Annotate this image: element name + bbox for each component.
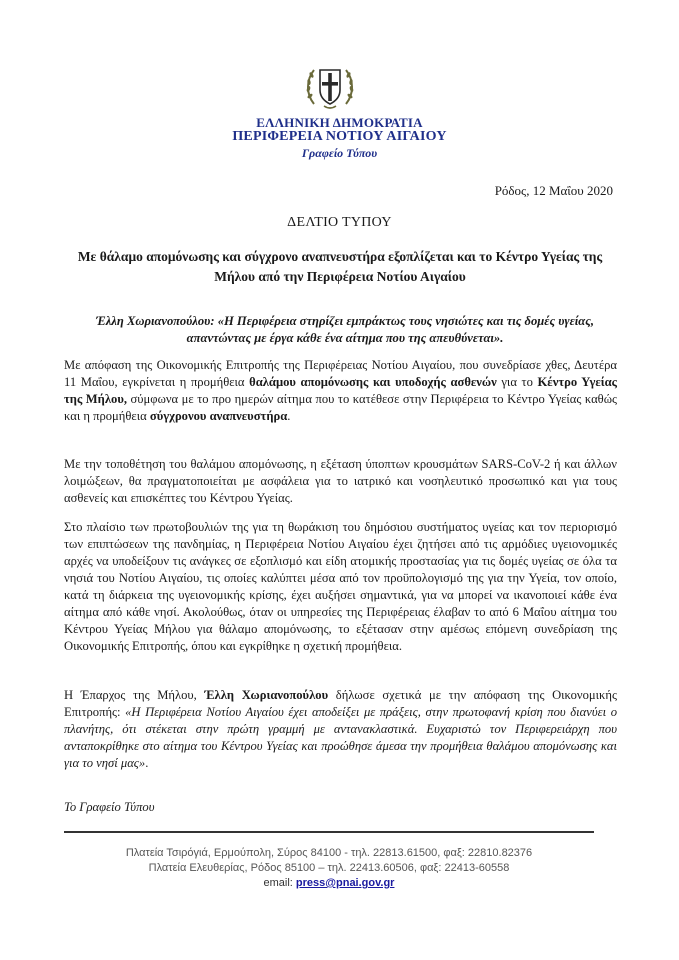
paragraph-1 (64, 357, 617, 425)
coat-of-arms-icon (304, 60, 356, 114)
footer-address-rhodes: Πλατεία Ελευθερίας, Ρόδος 85100 – τηλ. 22413.60506, φαξ: 22413-60558 (148, 862, 510, 874)
footer-address-syros: Πλατεία Τσιρόγιά, Ερμούπολη, Σύρος 84100 - τηλ. 22813.61500, φαξ: 22810.82376 (125, 847, 533, 859)
press-office-heading: Γραφείο Τύπου (301, 146, 378, 160)
p1-text-g: . (287, 409, 291, 423)
p1-text-e: σύμφωνα με το προ ημερών αίτημα που το κατέθεσε στην Περιφέρεια το Κέντρο Υγείας καθώς και η προμήθεια (64, 392, 617, 423)
footer (64, 846, 594, 891)
document-title: ΔΕΛΤΙΟ ΤΥΠΟΥ (287, 215, 392, 230)
paragraph-2: Με την τοποθέτηση του θαλάμου απομόνωσης, η εξέταση ύποπτων κρουσμάτων SARS-CoV-2 ή και άλλων λοιμώξεων, θα πραγματοποιείται με ασφάλεια για το ιατρικό και νοσηλευτικό προσωπικό και για τους ασθενείς και επισκέπτες του Κέντρου Υγείας. (64, 457, 617, 505)
p1-bold-chamber: θαλάμου απομόνωσης και υποδοχής ασθενών (249, 375, 497, 389)
p4-bold-name: Έλλη Χωριανοπούλου (204, 688, 329, 702)
footer-email (64, 876, 594, 891)
quote-speaker: Έλλη Χωριανοπούλου: (95, 314, 215, 328)
email-label: email: (263, 877, 296, 889)
p4-text-e: . (145, 756, 149, 770)
republic-heading: ΕΛΛΗΝΙΚΗ ΔΗΜΟΚΡΑΤΙΑ (256, 115, 423, 130)
headline: Με θάλαμο απομόνωσης και σύγχρονο αναπνευστήρα εξοπλίζεται και το Κέντρο Υγείας της Μήλου από την Περιφέρεια Νοτίου Αιγαίου (77, 249, 603, 284)
p4-text-c: δήλωσε σχετικά με την απόφαση της Οικονομικής Επιτροπής: (64, 688, 617, 719)
p1-bold-ventilator: σύγχρονου αναπνευστήρα (149, 409, 288, 423)
release-date: Ρόδος, 12 Μαΐου 2020 (494, 183, 613, 198)
p4-text-a: Η Έπαρχος της Μήλου, (64, 688, 205, 702)
paragraph-4 (64, 687, 617, 772)
paragraph-3: Στο πλαίσιο των πρωτοβουλιών της για τη θωράκιση του δημόσιου συστήματος υγείας και τον περιορισμό των επιπτώσεων της πανδημίας, η Περιφέρεια Νοτίου Αιγαίου έχει ζητήσει από τις αρμόδιες υγειονομικές αρχές να υποδείξουν τις ανάγκες σε εξοπλισμό και είδη ατομικής προστασίας για τις δομές υγείας σε όλα τα νησιά του Νοτίου Αιγαίου, τις οποίες καλύπτει μέσα από τον προϋπολογισμό της για την Υγεία, τον οποίο, κατά τη διάρκεια της υγειονομικής κρίσης, έχει αυξήσει σημαντικά, για να μπορεί να ικανοποιεί κάθε ένα αίτημα από κάθε νησί. Ακολούθως, όταν οι υπηρεσίες της Περιφέρειας έλαβαν το από 6 Μαΐου αίτημα του Κέντρου Υγείας Μήλου για θάλαμο απομόνωσης, το εξέτασαν στην αμέσως επόμενη συνεδρίαση της Οικονομικής Επιτροπής, όπου και εγκρίθηκε η σχετική προμήθεια. (64, 520, 617, 653)
signature: Το Γραφείο Τύπου (64, 800, 155, 814)
p1-text-a: Με απόφαση της Οικονομικής Επιτροπής της Περιφέρειας Νοτίου Αιγαίου, που συνεδρίασε χθες, Δευτέρα 11 Μαΐου, εγκρίνεται η προμήθεια (64, 358, 617, 389)
quote-text: «Η Περιφέρεια στηρίζει εμπράκτως τους νησιώτες και τις δομές υγείας, απαντώντας με έργα κάθε ένα αίτημα που της απευθύνεται». (186, 314, 595, 345)
footer-divider (64, 831, 594, 833)
pull-quote (72, 313, 618, 347)
region-heading: ΠΕΡΙΦΕΡΕΙΑ ΝΟΤΙΟΥ ΑΙΓΑΙΟΥ (232, 129, 447, 144)
p4-quote: «Η Περιφέρεια Νοτίου Αιγαίου έχει αποδείξει με πράξεις, στην πρωτοφανή κρίση που διανύει ο πλανήτης, ότι στέκεται στην πρώτη γραμμή με αντανακλαστικά. Ευχαριστώ τον Περιφερειάρχη που ανταποκρίθηκε στο αίτημα του Κέντρου Υγείας και προώθησε άμεσα την προμήθεια θαλάμου απομόνωσης και για το νησί μας» (64, 705, 617, 770)
p1-text-c: για το (496, 375, 538, 389)
email-link[interactable]: press@pnai.gov.gr (295, 877, 395, 889)
p1-bold-health-center: Κέντρο Υγείας της Μήλου, (64, 375, 617, 406)
